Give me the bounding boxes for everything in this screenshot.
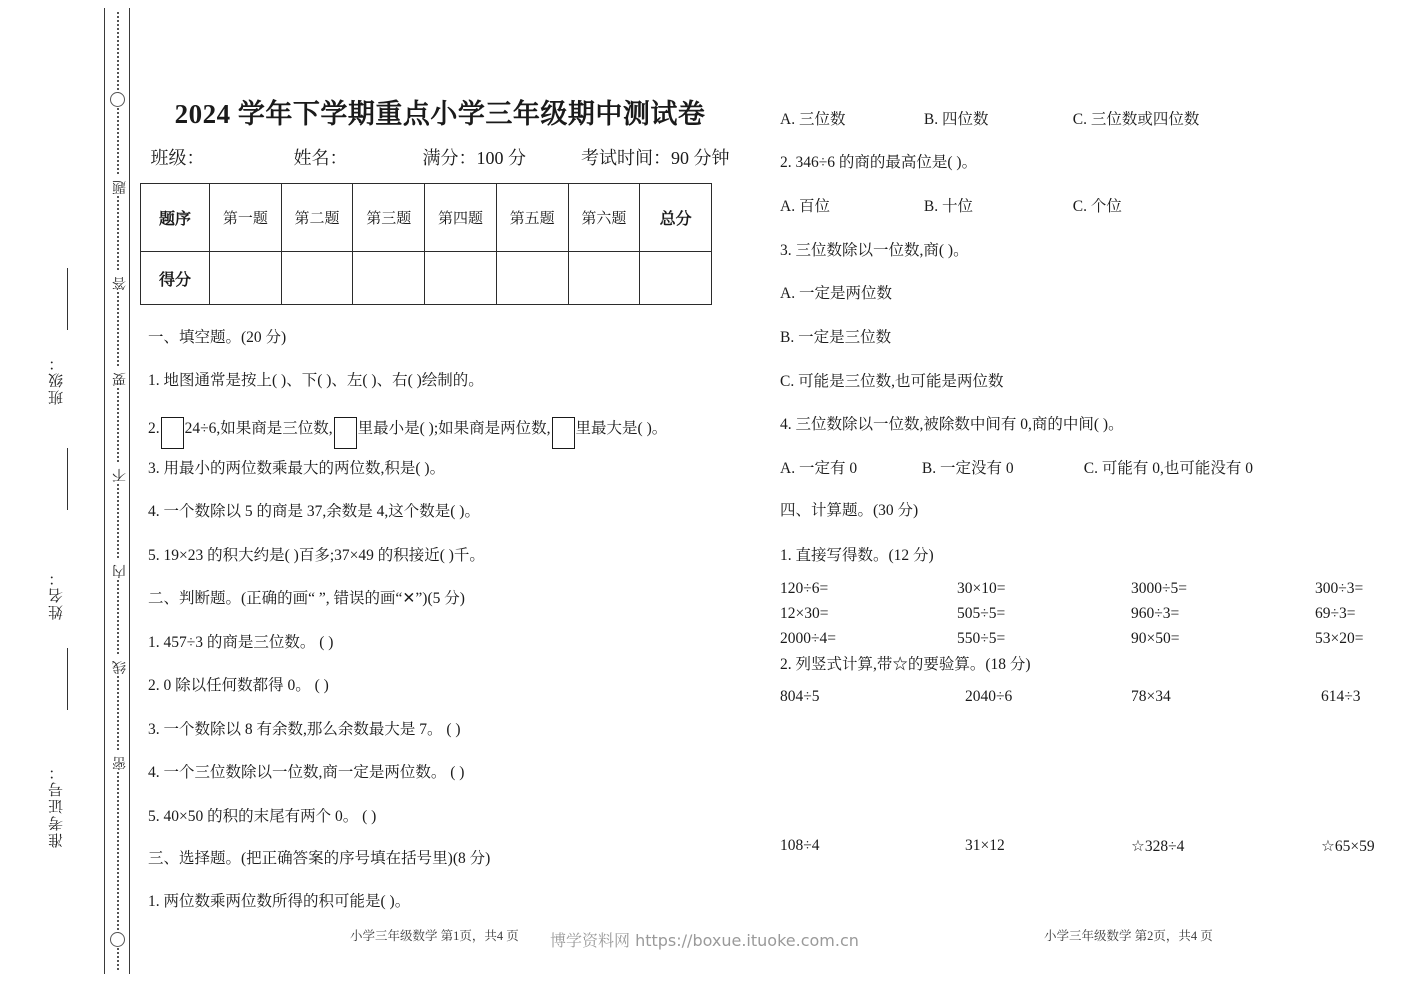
watermark: 博学资料网 https://boxue.ituoke.com.cn <box>550 931 859 950</box>
page-left <box>140 0 760 982</box>
calculation-item: 108÷4 <box>780 837 820 854</box>
section3-question-4: 4. 三位数除以一位数,被除数中间有 0,商的中间( )。 <box>780 416 1124 433</box>
meta-full-marks: 满分：100 分 <box>422 148 526 168</box>
score-table-col-1: 第一题 <box>210 184 282 252</box>
section4-sub1-heading: 1. 直接写得数。(12 分) <box>780 547 934 564</box>
section3-q3-option-c[interactable]: C. 可能是三位数,也可能是两位数 <box>780 373 1004 390</box>
score-table-col-2: 第二题 <box>281 184 353 252</box>
seal-vertical-char: 线 <box>109 656 129 674</box>
calculation-item: 960÷3= <box>1131 605 1180 622</box>
section3-q4-options <box>780 456 1253 478</box>
seal-dotted-line <box>117 12 119 970</box>
seal-vertical-char: 内 <box>109 560 129 578</box>
calculation-item: 90×50= <box>1131 630 1180 647</box>
section1-heading: 一、填空题。(20 分) <box>148 329 287 346</box>
score-table-row-label-1: 题序 <box>141 184 210 252</box>
score-table-row-label-2: 得分 <box>141 252 210 305</box>
meta-name-label: 姓名： <box>293 148 348 168</box>
section3-q1-options <box>780 107 1199 129</box>
calculation-item: 53×20= <box>1315 630 1364 647</box>
blank-box-icon-2[interactable] <box>334 417 357 449</box>
section3-q1-option-b[interactable]: B. 四位数 <box>923 111 989 128</box>
section3-q3-option-a[interactable]: A. 一定是两位数 <box>780 285 892 302</box>
exam-meta-line <box>140 144 740 170</box>
section1-question-3: 3. 用最小的两位数乘最大的两位数,积是( )。 <box>148 460 446 477</box>
section2-heading: 二、判断题。(正确的画“ ”, 错误的画“✕”)(5 分) <box>148 590 465 607</box>
section4-sub2-heading: 2. 列竖式计算,带☆的要验算。(18 分) <box>780 656 1031 673</box>
section2-question-2: 2. 0 除以任何数都得 0。 ( ) <box>148 677 329 694</box>
score-cell-1[interactable] <box>210 252 282 305</box>
seal-label-class: 班级： <box>49 354 65 405</box>
section3-q1-option-c[interactable]: C. 三位数或四位数 <box>1072 111 1200 128</box>
q2-part2: 里最小是( );如果商是两位数, <box>357 420 551 437</box>
calculation-item: 804÷5 <box>780 688 820 705</box>
calculation-item: 2040÷6 <box>965 688 1013 705</box>
seal-vertical-char: 答 <box>109 272 129 290</box>
section2-question-1: 1. 457÷3 的商是三位数。 ( ) <box>148 634 334 651</box>
calculation-item: 614÷3 <box>1321 688 1361 705</box>
section3-q2-option-b[interactable]: B. 十位 <box>923 198 973 215</box>
section3-question-1: 1. 两位数乘两位数所得的积可能是( )。 <box>148 893 411 910</box>
seal-vertical-char: 要 <box>109 368 129 386</box>
calculation-item: 30×10= <box>957 580 1006 597</box>
section3-question-3: 3. 三位数除以一位数,商( )。 <box>780 242 969 259</box>
score-table-total-label: 总分 <box>640 184 712 252</box>
oral-calculation-grid <box>780 580 1421 648</box>
section1-question-4: 4. 一个数除以 5 的商是 37,余数是 4,这个数是( )。 <box>148 503 480 520</box>
blank-box-icon-1[interactable] <box>161 417 184 449</box>
score-cell-2[interactable] <box>281 252 353 305</box>
section3-q4-option-b[interactable]: B. 一定没有 0 <box>921 460 1014 477</box>
score-cell-3[interactable] <box>353 252 425 305</box>
section3-q2-option-c[interactable]: C. 个位 <box>1072 198 1122 215</box>
calculation-item: 300÷3= <box>1315 580 1364 597</box>
seal-hole-icon-top <box>110 92 125 107</box>
calculation-item: 31×12 <box>965 837 1005 854</box>
section1-question-2 <box>148 416 667 449</box>
score-cell-4[interactable] <box>425 252 497 305</box>
section3-q4-option-a[interactable]: A. 一定有 0 <box>780 460 858 477</box>
meta-class-label: 班级： <box>150 148 205 168</box>
table-row-header <box>141 184 712 252</box>
section3-question-2: 2. 346÷6 的商的最高位是( )。 <box>780 154 978 171</box>
seal-label-column <box>46 0 90 982</box>
vertical-calculation-grid-row2 <box>780 837 1421 856</box>
footer-right: 小学三年级数学 第2页，共4 页 <box>1044 929 1213 943</box>
score-cell-6[interactable] <box>568 252 640 305</box>
score-cell-5[interactable] <box>496 252 568 305</box>
calculation-item: 3000÷5= <box>1131 580 1187 597</box>
seal-vertical-char: 题 <box>109 176 129 194</box>
section3-q2-option-a[interactable]: A. 百位 <box>780 198 830 215</box>
section3-heading: 三、选择题。(把正确答案的序号填在括号里)(8 分) <box>148 850 491 867</box>
score-table-col-3: 第三题 <box>353 184 425 252</box>
score-table <box>140 183 712 305</box>
section3-q4-option-c[interactable]: C. 可能有 0,也可能没有 0 <box>1083 460 1253 477</box>
blank-box-icon-3[interactable] <box>552 417 575 449</box>
section3-q1-option-a[interactable]: A. 三位数 <box>780 111 846 128</box>
seal-rule-1 <box>67 268 68 330</box>
section2-question-5: 5. 40×50 的积的末尾有两个 0。 ( ) <box>148 808 377 825</box>
calculation-item: 69÷3= <box>1315 605 1356 622</box>
section3-q2-options <box>780 194 1122 216</box>
score-table-col-4: 第四题 <box>425 184 497 252</box>
table-row-score <box>141 252 712 305</box>
q2-number: 2. <box>148 420 160 437</box>
page-title: 2024 学年下学期重点小学三年级期中测试卷 <box>174 99 706 129</box>
calculation-item: 12×30= <box>780 605 829 622</box>
seal-hole-icon-bottom <box>110 932 125 947</box>
calculation-item: 120÷6= <box>780 580 829 597</box>
section3-q3-option-b[interactable]: B. 一定是三位数 <box>780 329 892 346</box>
section4-heading: 四、计算题。(30 分) <box>780 502 919 519</box>
score-table-col-6: 第六题 <box>568 184 640 252</box>
q2-part1: 24÷6,如果商是三位数, <box>184 420 333 437</box>
section2-question-4: 4. 一个三位数除以一位数,商一定是两位数。 ( ) <box>148 764 465 781</box>
seal-vertical-char: 不 <box>109 464 129 482</box>
seal-label-exam-number: 准考证号： <box>49 763 65 848</box>
seal-strip <box>104 8 130 974</box>
seal-label-name: 姓名： <box>49 569 65 620</box>
seal-rule-3 <box>67 648 68 710</box>
calculation-item: ☆328÷4 <box>1131 838 1185 855</box>
section1-question-1: 1. 地图通常是按上( )、下( )、左( )、右( )绘制的。 <box>148 372 484 389</box>
seal-rule-2 <box>67 448 68 510</box>
calculation-item: 78×34 <box>1131 688 1171 705</box>
q2-part3: 里最大是( )。 <box>575 420 668 437</box>
vertical-calculation-grid-row1 <box>780 688 1421 706</box>
calculation-item: 505÷5= <box>957 605 1006 622</box>
footer-left: 小学三年级数学 第1页，共4 页 <box>350 929 519 943</box>
score-table-col-5: 第五题 <box>496 184 568 252</box>
seal-sidebar <box>0 0 140 982</box>
section1-question-5: 5. 19×23 的积大约是( )百多;37×49 的积接近( )千。 <box>148 547 485 564</box>
calculation-item: 2000÷4= <box>780 630 836 647</box>
seal-vertical-char: 密 <box>109 752 129 770</box>
calculation-item: 550÷5= <box>957 630 1006 647</box>
score-cell-total[interactable] <box>640 252 712 305</box>
page-right <box>772 0 1421 982</box>
calculation-item: ☆65×59 <box>1321 838 1375 855</box>
section2-question-3: 3. 一个数除以 8 有余数,那么余数最大是 7。 ( ) <box>148 721 461 738</box>
meta-duration: 考试时间：90 分钟 <box>581 148 730 168</box>
